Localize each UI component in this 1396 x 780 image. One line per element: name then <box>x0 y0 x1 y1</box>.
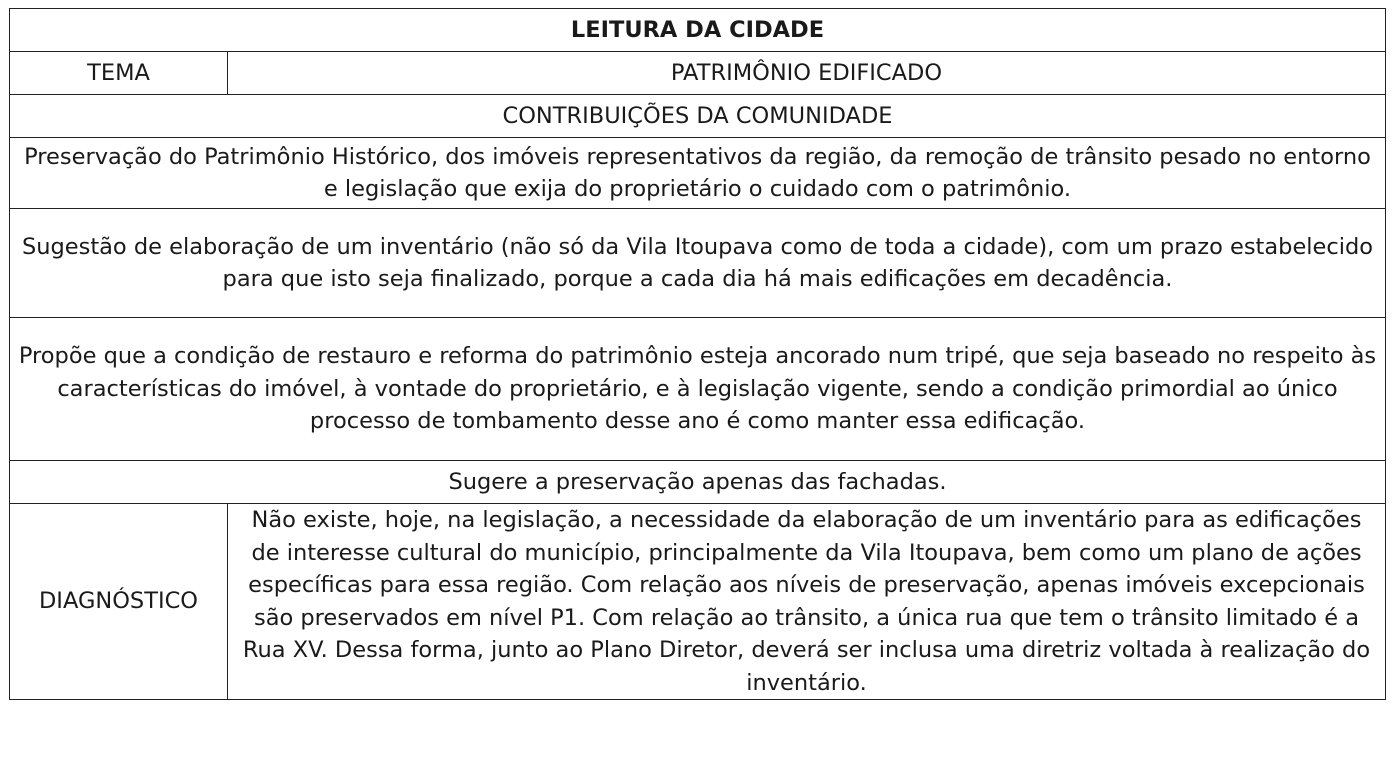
diagnosis-row <box>10 504 1386 700</box>
contributions-heading: CONTRIBUIÇÕES DA COMUNIDADE <box>10 95 1386 138</box>
diagnosis-label: DIAGNÓSTICO <box>10 504 228 700</box>
contribution-row <box>10 461 1386 504</box>
contribution-row <box>10 209 1386 318</box>
title-row <box>10 9 1386 52</box>
theme-value: PATRIMÔNIO EDIFICADO <box>228 52 1386 95</box>
contribution-row <box>10 138 1386 209</box>
city-reading-table <box>9 8 1386 700</box>
contribution-item: Sugestão de elaboração de um inventário (não só da Vila Itoupava como de toda a cidade), com um prazo estabelecido para que isto seja finalizado, porque a cada dia há mais edificações em decadência. <box>10 209 1386 318</box>
contribution-item: Propõe que a condição de restauro e reforma do patrimônio esteja ancorado num tripé, que seja baseado no respeito às características do imóvel, à vontade do proprietário, e à legislação vigente, sendo a condição primordial ao único processo de tombamento desse ano é como manter essa edificação. <box>10 318 1386 461</box>
diagnosis-text: Não existe, hoje, na legislação, a necessidade da elaboração de um inventário para as edificações de interesse cultural do município, principalmente da Vila Itoupava, bem como um plano de ações específicas para essa região. Com relação aos níveis de preservação, apenas imóveis excepcionais são preservados em nível P1. Com relação ao trânsito, a única rua que tem o trânsito limitado é a Rua XV. Dessa forma, junto ao Plano Diretor, deverá ser inclusa uma diretriz voltada à realização do inventário. <box>228 504 1386 700</box>
contribution-item: Preservação do Patrimônio Histórico, dos imóveis representativos da região, da remoção de trânsito pesado no entorno e legislação que exija do proprietário o cuidado com o patrimônio. <box>10 138 1386 209</box>
contribution-item: Sugere a preservação apenas das fachadas. <box>10 461 1386 504</box>
theme-row <box>10 52 1386 95</box>
theme-label: TEMA <box>10 52 228 95</box>
contribution-row <box>10 318 1386 461</box>
contributions-heading-row <box>10 95 1386 138</box>
table-title: LEITURA DA CIDADE <box>10 9 1386 52</box>
